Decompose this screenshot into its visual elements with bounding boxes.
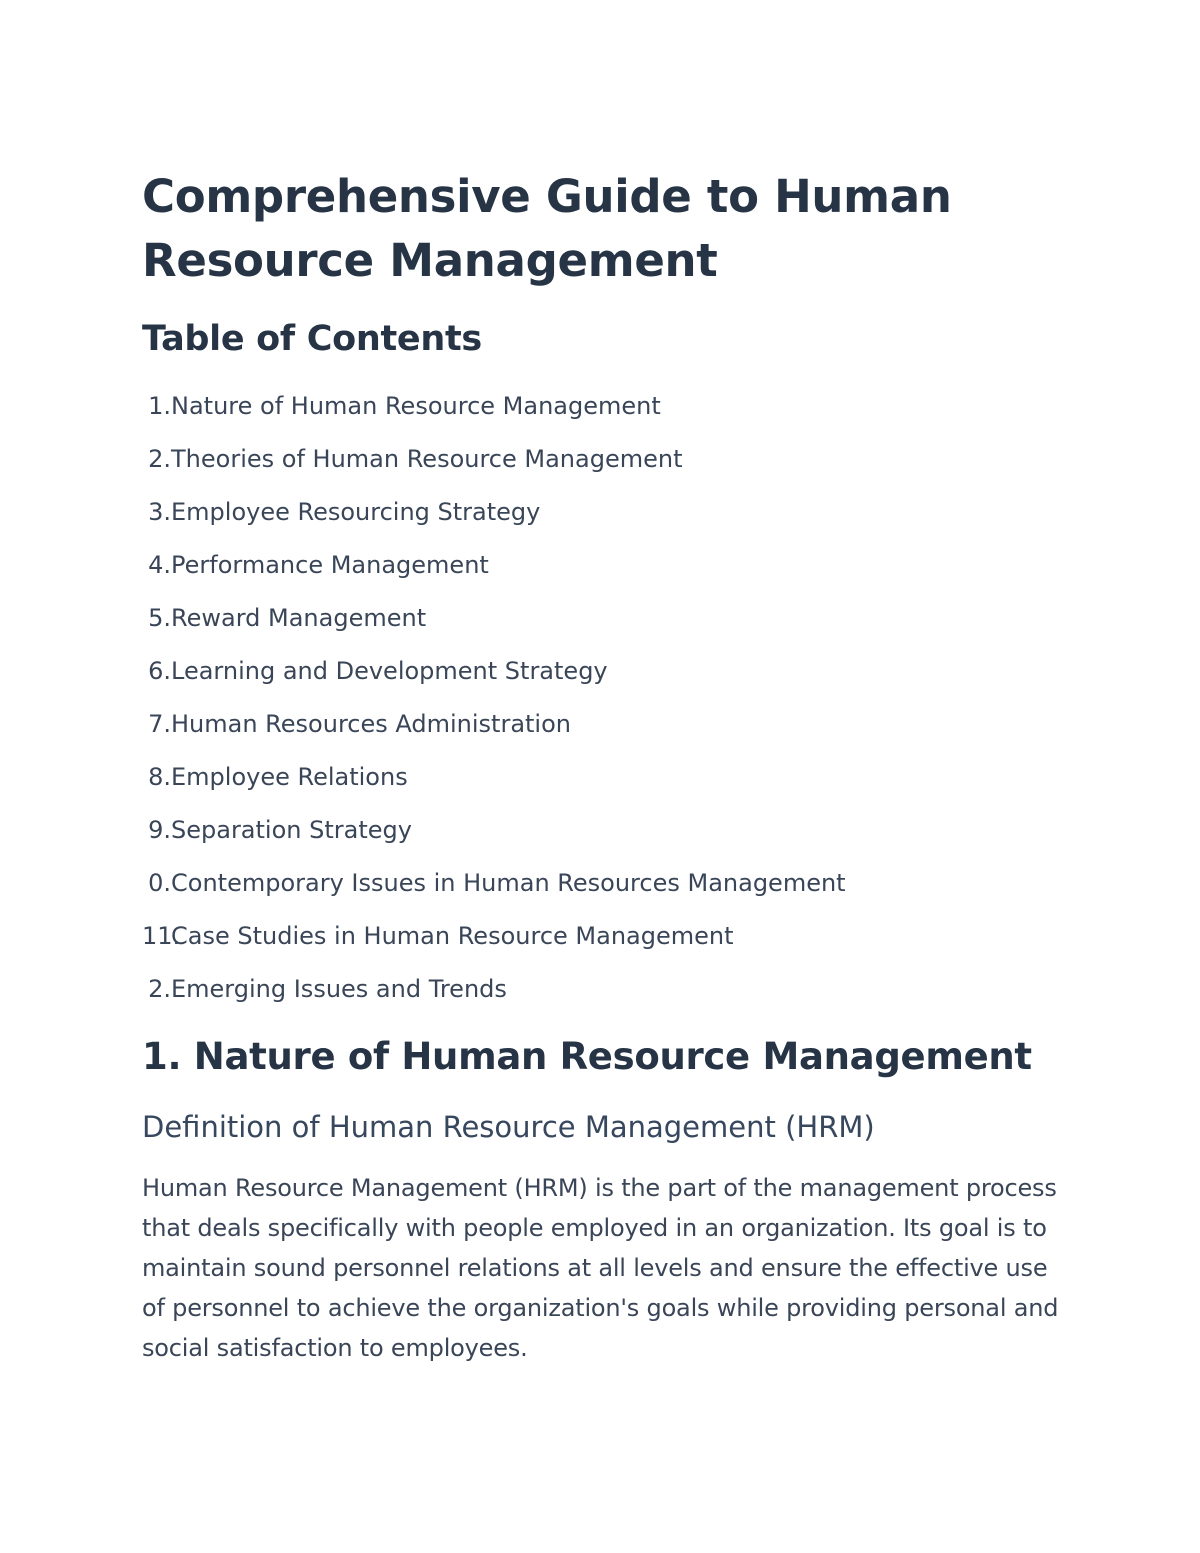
toc-item-number: 1. [148,392,171,420]
toc-item-label[interactable]: Employee Resourcing Strategy [171,498,541,526]
toc-item-number: 0. [148,869,171,897]
toc-item[interactable] [142,865,1042,918]
toc-item-number: 5. [148,604,171,632]
toc-item[interactable] [142,600,1042,653]
toc-item-number: 7. [148,710,171,738]
toc-item-label[interactable]: Theories of Human Resource Management [171,445,683,473]
toc-item[interactable] [142,759,1042,812]
toc-item-number: 3. [148,498,171,526]
toc-item-label[interactable]: Reward Management [171,604,427,632]
toc-item-label[interactable]: Emerging Issues and Trends [171,975,507,1003]
toc-heading: Table of Contents [142,319,482,359]
document-title: Comprehensive Guide to Human Resource Management [142,170,952,287]
toc-item[interactable] [142,653,1042,706]
toc-item-number: 6. [148,657,171,685]
toc-item-label[interactable]: Employee Relations [171,763,408,791]
toc-item-label[interactable]: Performance Management [171,551,489,579]
toc-item-label[interactable]: Learning and Development Strategy [171,657,608,685]
toc-item-label[interactable]: Separation Strategy [171,816,412,844]
section-heading: 1. Nature of Human Resource Management [142,1035,1032,1078]
toc-item[interactable] [142,388,1042,441]
toc-item[interactable] [142,971,1042,1024]
table-of-contents [142,388,1042,1024]
toc-item-number: 8. [148,763,171,791]
toc-item[interactable] [142,706,1042,759]
toc-item-number: 9. [148,816,171,844]
toc-item[interactable] [142,441,1042,494]
toc-item[interactable] [142,918,1042,971]
body-paragraph: Human Resource Management (HRM) is the part of the management process that deals specifically with people employed in an organization. Its goal is to maintain sound personnel relations at all levels and ensure the effective use of personnel to achieve the organization's goals while providing personal and social satisfaction to employees. [142,1174,1059,1362]
toc-item-number: 11. [142,922,181,950]
toc-item-label[interactable]: Case Studies in Human Resource Management [171,922,734,950]
toc-item-number: 2. [148,445,171,473]
toc-item-number: 2. [148,975,171,1003]
toc-item[interactable] [142,547,1042,600]
toc-item[interactable] [142,812,1042,865]
toc-item-number: 4. [148,551,171,579]
toc-item-label[interactable]: Human Resources Administration [171,710,571,738]
toc-item-label[interactable]: Nature of Human Resource Management [171,392,661,420]
toc-item[interactable] [142,494,1042,547]
sub-heading: Definition of Human Resource Management (HRM) [142,1110,875,1144]
toc-item-label[interactable]: Contemporary Issues in Human Resources Management [171,869,846,897]
